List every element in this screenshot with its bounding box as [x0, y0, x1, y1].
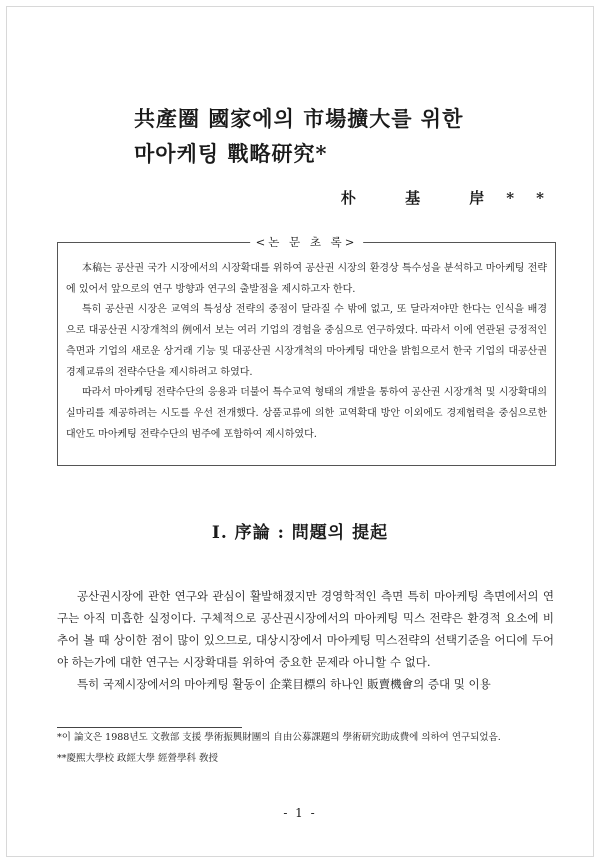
- body-paragraph: 특히 국제시장에서의 마아케팅 활동이 企業目標의 하나인 販賣機會의 증대 및 이용: [77, 677, 491, 691]
- abstract-body: [66, 259, 547, 445]
- abstract-paragraph: 특히 공산권 시장은 교역의 특성상 전략의 중점이 달라질 수 밖에 없고, 또 달라져야만 한다는 인식을 배경으로 대공산권 시장개척의 例에서 보는 여러 기업의 경험을 중심으로 연구하였다. 따라서 이에 연관된 긍정적인 측면과 기업의 새로운 상거래 기능 및 대공산권 시장개척의 마아케팅 대안을 밝힘으로서 한국 기업의 대공산권 경제교류의 전략수단을 제시하려고 하였다.: [66, 304, 547, 378]
- footnote-divider: [57, 727, 242, 728]
- page-number: - 1 -: [283, 806, 317, 820]
- footnote-2: **慶熙大學校 政經大學 經營學科 敎授: [57, 752, 219, 764]
- body-text: [57, 585, 554, 695]
- body-paragraph: 공산권시장에 관한 연구와 관심이 활발해졌지만 경영학적인 측면 특히 마아케팅 측면에서의 연구는 아직 미흡한 실정이다. 구체적으로 공산권시장에서의 마아케팅 믹스 전략은 환경적 요소에 비추어 볼 때 상이한 점이 많이 있으므로, 대상시장에서 마아케팅 믹스전략의 선택기준을 어디에 두어야 하는가에 대한 연구는 시장확대를 위하여 중요한 문제라 아니할 수 없다.: [57, 589, 554, 669]
- footnote-1: *이 論文은 1988년도 文敎部 支援 學術振興財團의 自由公募課題의 學術研究助成費에 의하여 연구되었음.: [57, 732, 501, 743]
- abstract-paragraph: 本稿는 공산권 국가 시장에서의 시장확대를 위하여 공산권 시장의 환경상 특수성을 분석하고 마아케팅 전략에 있어서 앞으로의 연구 방향과 연구의 출발점을 제시하고자 한다.: [66, 263, 547, 295]
- abstract-heading: <논 문 초 록>: [250, 234, 364, 250]
- abstract-box: [57, 235, 556, 466]
- title-line-1: 共產圈 國家에의 市場擴大를 위한: [134, 106, 464, 131]
- abstract-paragraph: 따라서 마아케팅 전략수단의 응용과 더불어 특수교역 형태의 개발을 통하여 공산권 시장개척 및 시장확대의 실마리를 제공하려는 시도를 우선 전개했다. 상품교류에 의한 교역확대 방안 이외에도 경제협력을 중심으로한 대안도 마아케팅 전략수단의 범주에 포함하여 제시하였다.: [66, 387, 547, 440]
- author-name: 朴 基 岸**: [340, 189, 566, 207]
- section-heading: I. 序論 : 問題의 提起: [211, 523, 389, 543]
- title-line-2: 마아케팅 戰略研究*: [134, 141, 328, 166]
- footnotes: [57, 730, 554, 767]
